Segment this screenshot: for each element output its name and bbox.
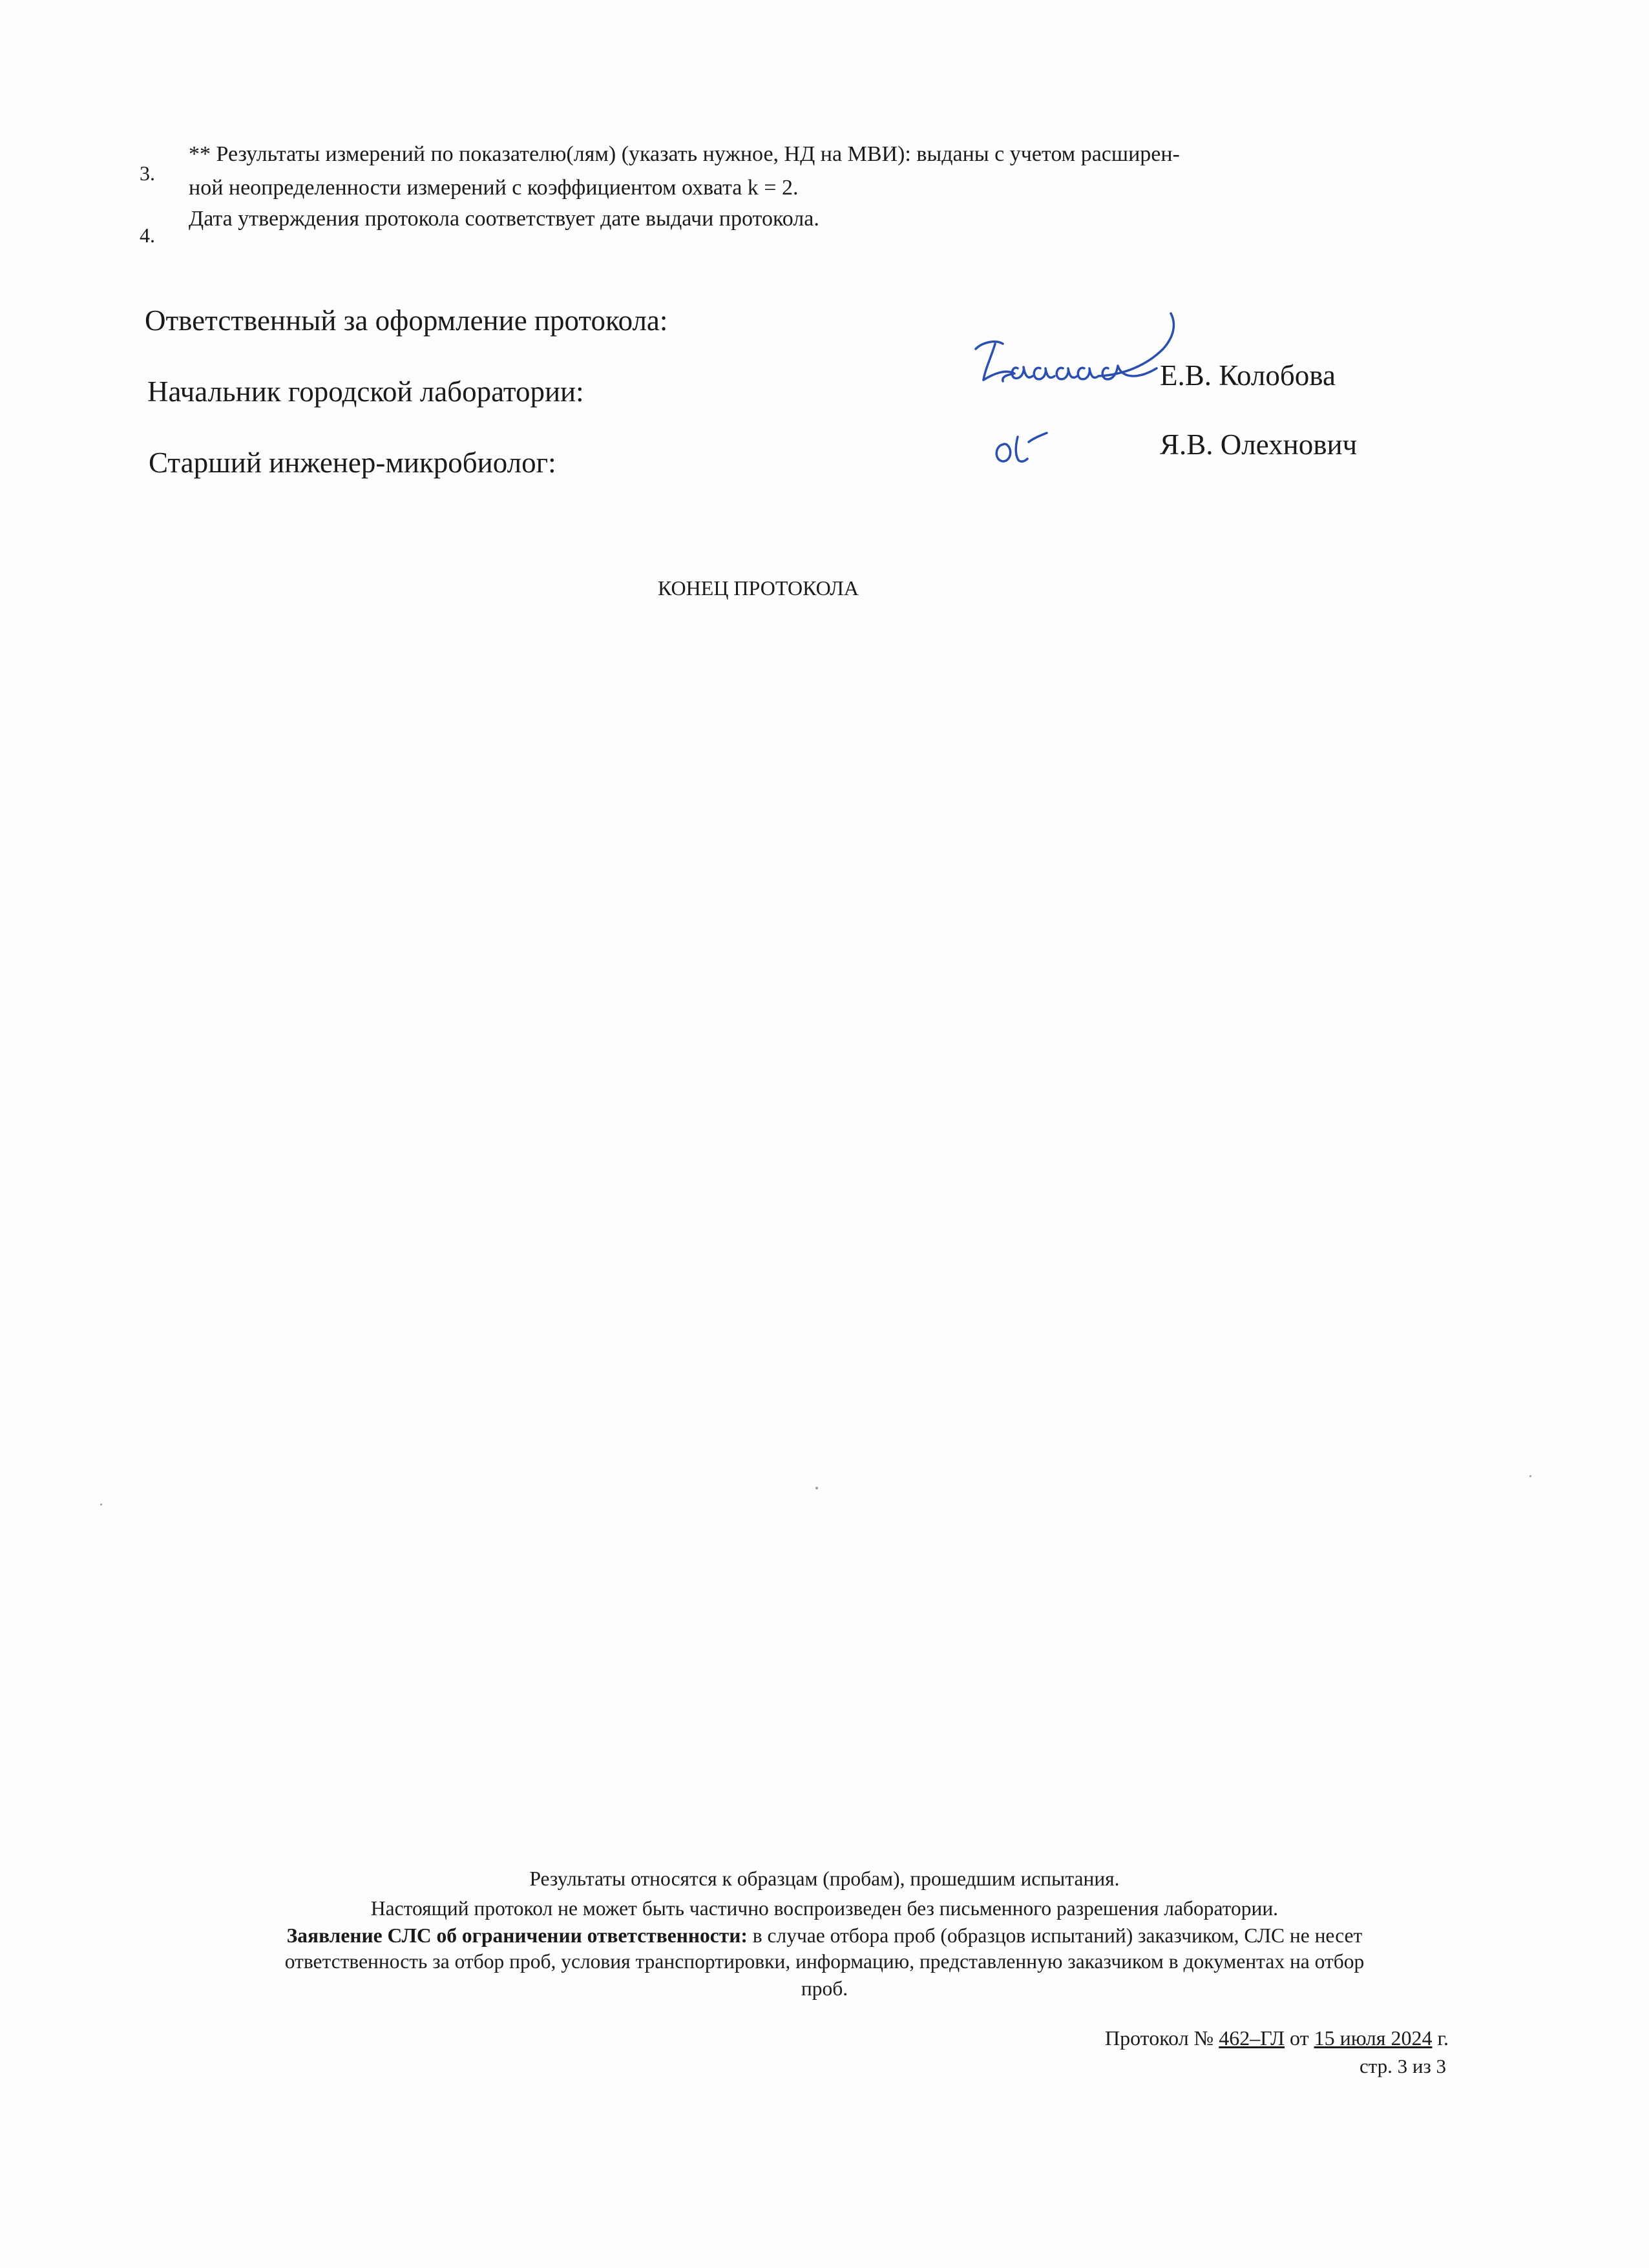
head-of-lab-name: Е.В. Колобова [1160, 359, 1336, 392]
protocol-prefix: Протокол № [1104, 2026, 1219, 2050]
protocol-number: 462–ГЛ [1219, 2026, 1285, 2050]
footer-disclaimer-line-1 [0, 1924, 1649, 1948]
disclaimer-heading: Заявление СЛС об ограничении ответственности: [286, 1924, 748, 1947]
note-3-line-1: ** Результаты измерений по показателю(лям) (указать нужное, НД на МВИ): выданы с учетом расширен- [189, 142, 1180, 166]
protocol-reference [1105, 2026, 1449, 2050]
footer-disclaimer-line-3: проб. [801, 1977, 848, 2000]
protocol-date: 15 июля 2024 [1314, 2026, 1433, 2050]
scan-speck [815, 1487, 818, 1489]
senior-engineer-signature [989, 414, 1086, 472]
scan-speck [1529, 1475, 1531, 1477]
senior-engineer-label: Старший инженер-микробиолог: [149, 446, 556, 479]
note-3-line-2: ной неопределенности измерений с коэффициентом охвата k = 2. [189, 176, 799, 200]
end-of-protocol-mark: КОНЕЦ ПРОТОКОЛА [658, 576, 859, 600]
head-of-lab-label: Начальник городской лаборатории: [147, 375, 584, 408]
protocol-suffix: г. [1432, 2026, 1449, 2050]
senior-engineer-name: Я.В. Олехнович [1160, 428, 1358, 461]
footer-results-note: Результаты относятся к образцам (пробам), прошедшим испытания. [529, 1867, 1120, 1890]
footer-reproduction-note: Настоящий протокол не может быть частично воспроизведен без письменного разрешения лаборатории. [370, 1897, 1279, 1920]
note-number-3: 3. [140, 162, 155, 185]
scan-speck [100, 1504, 102, 1506]
note-4-line-1: Дата утверждения протокола соответствует дате выдачи протокола. [189, 207, 819, 231]
page-number: стр. 3 из 3 [1359, 2055, 1446, 2077]
note-number-4: 4. [140, 224, 155, 247]
footer-disclaimer-line-2: ответственность за отбор проб, условия транспортировки, информацию, представленную заказчиком в документах на отбор [284, 1950, 1365, 1973]
responsible-label: Ответственный за оформление протокола: [145, 304, 668, 337]
disclaimer-text: в случае отбора проб (образцов испытаний) заказчиком, СЛС не несет [747, 1924, 1363, 1947]
protocol-from: от [1285, 2026, 1314, 2050]
head-of-lab-signature [969, 304, 1182, 401]
